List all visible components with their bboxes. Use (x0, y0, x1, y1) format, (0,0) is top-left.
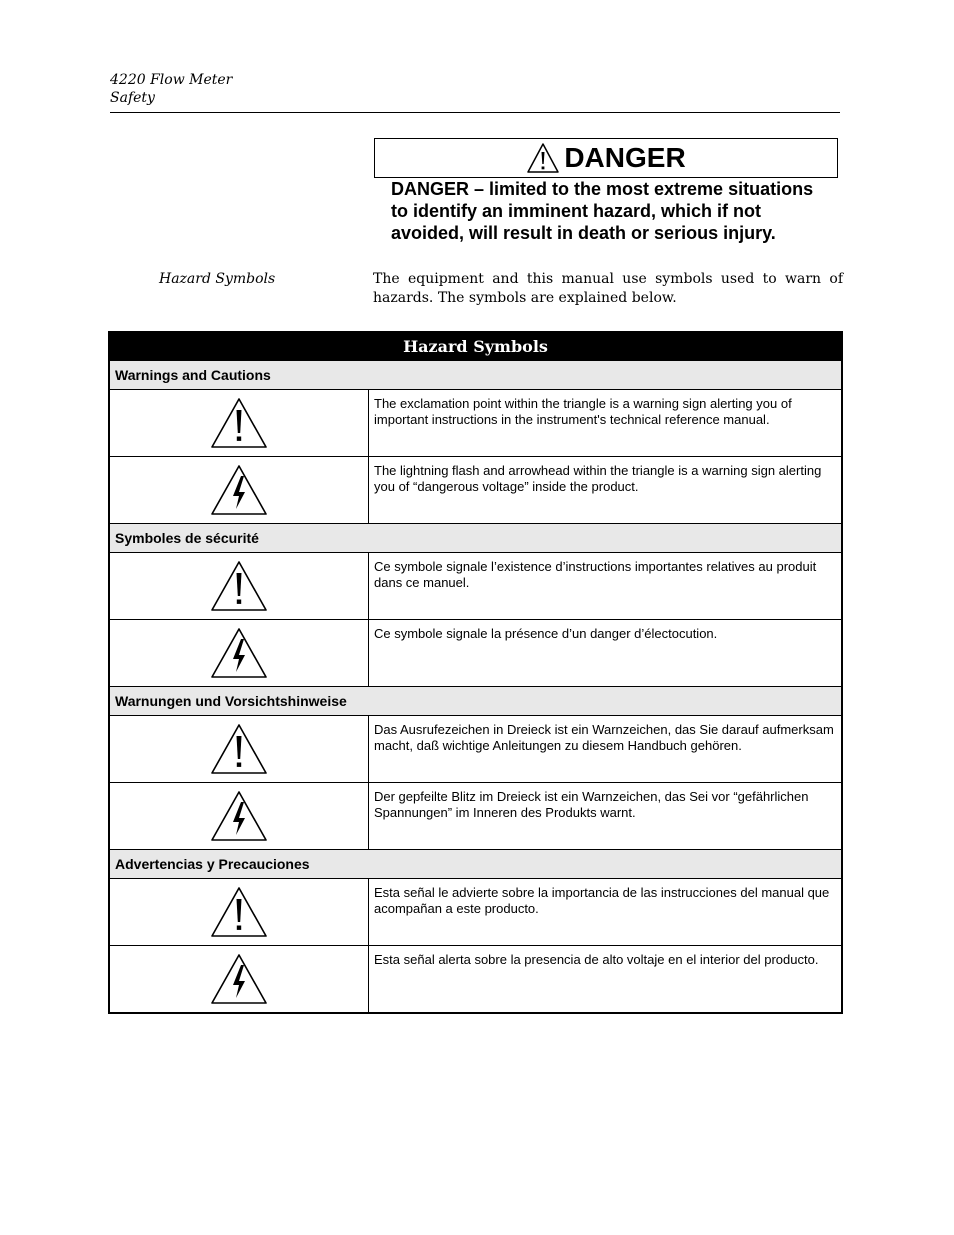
hazard-symbols-table (108, 331, 843, 1014)
symbol-description: Das Ausrufezeichen in Dreieck ist ein Warnzeichen, das Sie darauf aufmerksam macht, daß wichtige Anleitungen zu diesem Handbuch gehören. (369, 716, 843, 783)
table-row (109, 620, 842, 687)
symbol-cell (109, 783, 369, 850)
lightning-triangle-icon (209, 463, 269, 517)
exclamation-triangle-icon (526, 142, 560, 174)
side-heading: Hazard Symbols (159, 271, 276, 287)
symbol-cell (109, 946, 369, 1014)
table-title: Hazard Symbols (109, 332, 842, 361)
symbol-description: Ce symbole signale l’existence d’instructions importantes relatives au produit dans ce manuel. (369, 553, 843, 620)
exclamation-triangle-icon (209, 559, 269, 613)
table-row (109, 783, 842, 850)
table-row (109, 946, 842, 1014)
exclamation-triangle-icon (209, 722, 269, 776)
symbol-cell (109, 620, 369, 687)
section-heading: Advertencias y Precauciones (109, 850, 842, 879)
section-header-row (109, 524, 842, 553)
exclamation-triangle-icon (209, 885, 269, 939)
symbol-cell (109, 879, 369, 946)
running-header (110, 71, 232, 107)
table-row (109, 390, 842, 457)
table-row (109, 716, 842, 783)
symbol-cell (109, 553, 369, 620)
section-header-row (109, 687, 842, 716)
table-row (109, 879, 842, 946)
danger-title: DANGER (564, 142, 686, 173)
lightning-triangle-icon (209, 626, 269, 680)
symbol-cell (109, 716, 369, 783)
section-header-row (109, 850, 842, 879)
header-rule (110, 112, 840, 113)
table-row (109, 457, 842, 524)
symbol-description: The lightning flash and arrowhead within the triangle is a warning sign alerting you of “dangerous voltage” inside the product. (369, 457, 843, 524)
intro-paragraph: The equipment and this manual use symbols used to warn of hazards. The symbols are explained below. (373, 271, 843, 306)
symbol-cell (109, 390, 369, 457)
header-section: Safety (110, 90, 155, 106)
danger-banner (374, 138, 838, 178)
symbol-description: Der gepfeilte Blitz im Dreieck ist ein Warnzeichen, das Sei vor “gefährlichen Spannungen” im Inneren des Produkts warnt. (369, 783, 843, 850)
lightning-triangle-icon (209, 789, 269, 843)
symbol-description: The exclamation point within the triangle is a warning sign alerting you of important instructions in the instrument's technical reference manual. (369, 390, 843, 457)
exclamation-triangle-icon (209, 396, 269, 450)
lightning-triangle-icon (209, 952, 269, 1006)
symbol-cell (109, 457, 369, 524)
symbol-description: Esta señal alerta sobre la presencia de alto voltaje en el interior del producto. (369, 946, 843, 1014)
header-title: 4220 Flow Meter (110, 72, 233, 88)
symbol-description: Esta señal le advierte sobre la importancia de las instrucciones del manual que acompañan a este producto. (369, 879, 843, 946)
section-heading: Warnings and Cautions (109, 361, 842, 390)
table-row (109, 553, 842, 620)
section-header-row (109, 361, 842, 390)
symbol-description: Ce symbole signale la présence d’un danger d’électocution. (369, 620, 843, 687)
section-heading: Symboles de sécurité (109, 524, 842, 553)
section-heading: Warnungen und Vorsichtshinweise (109, 687, 842, 716)
danger-description: DANGER – limited to the most extreme situations to identify an imminent hazard, which if not avoided, will result in death or serious injury. (391, 179, 814, 243)
